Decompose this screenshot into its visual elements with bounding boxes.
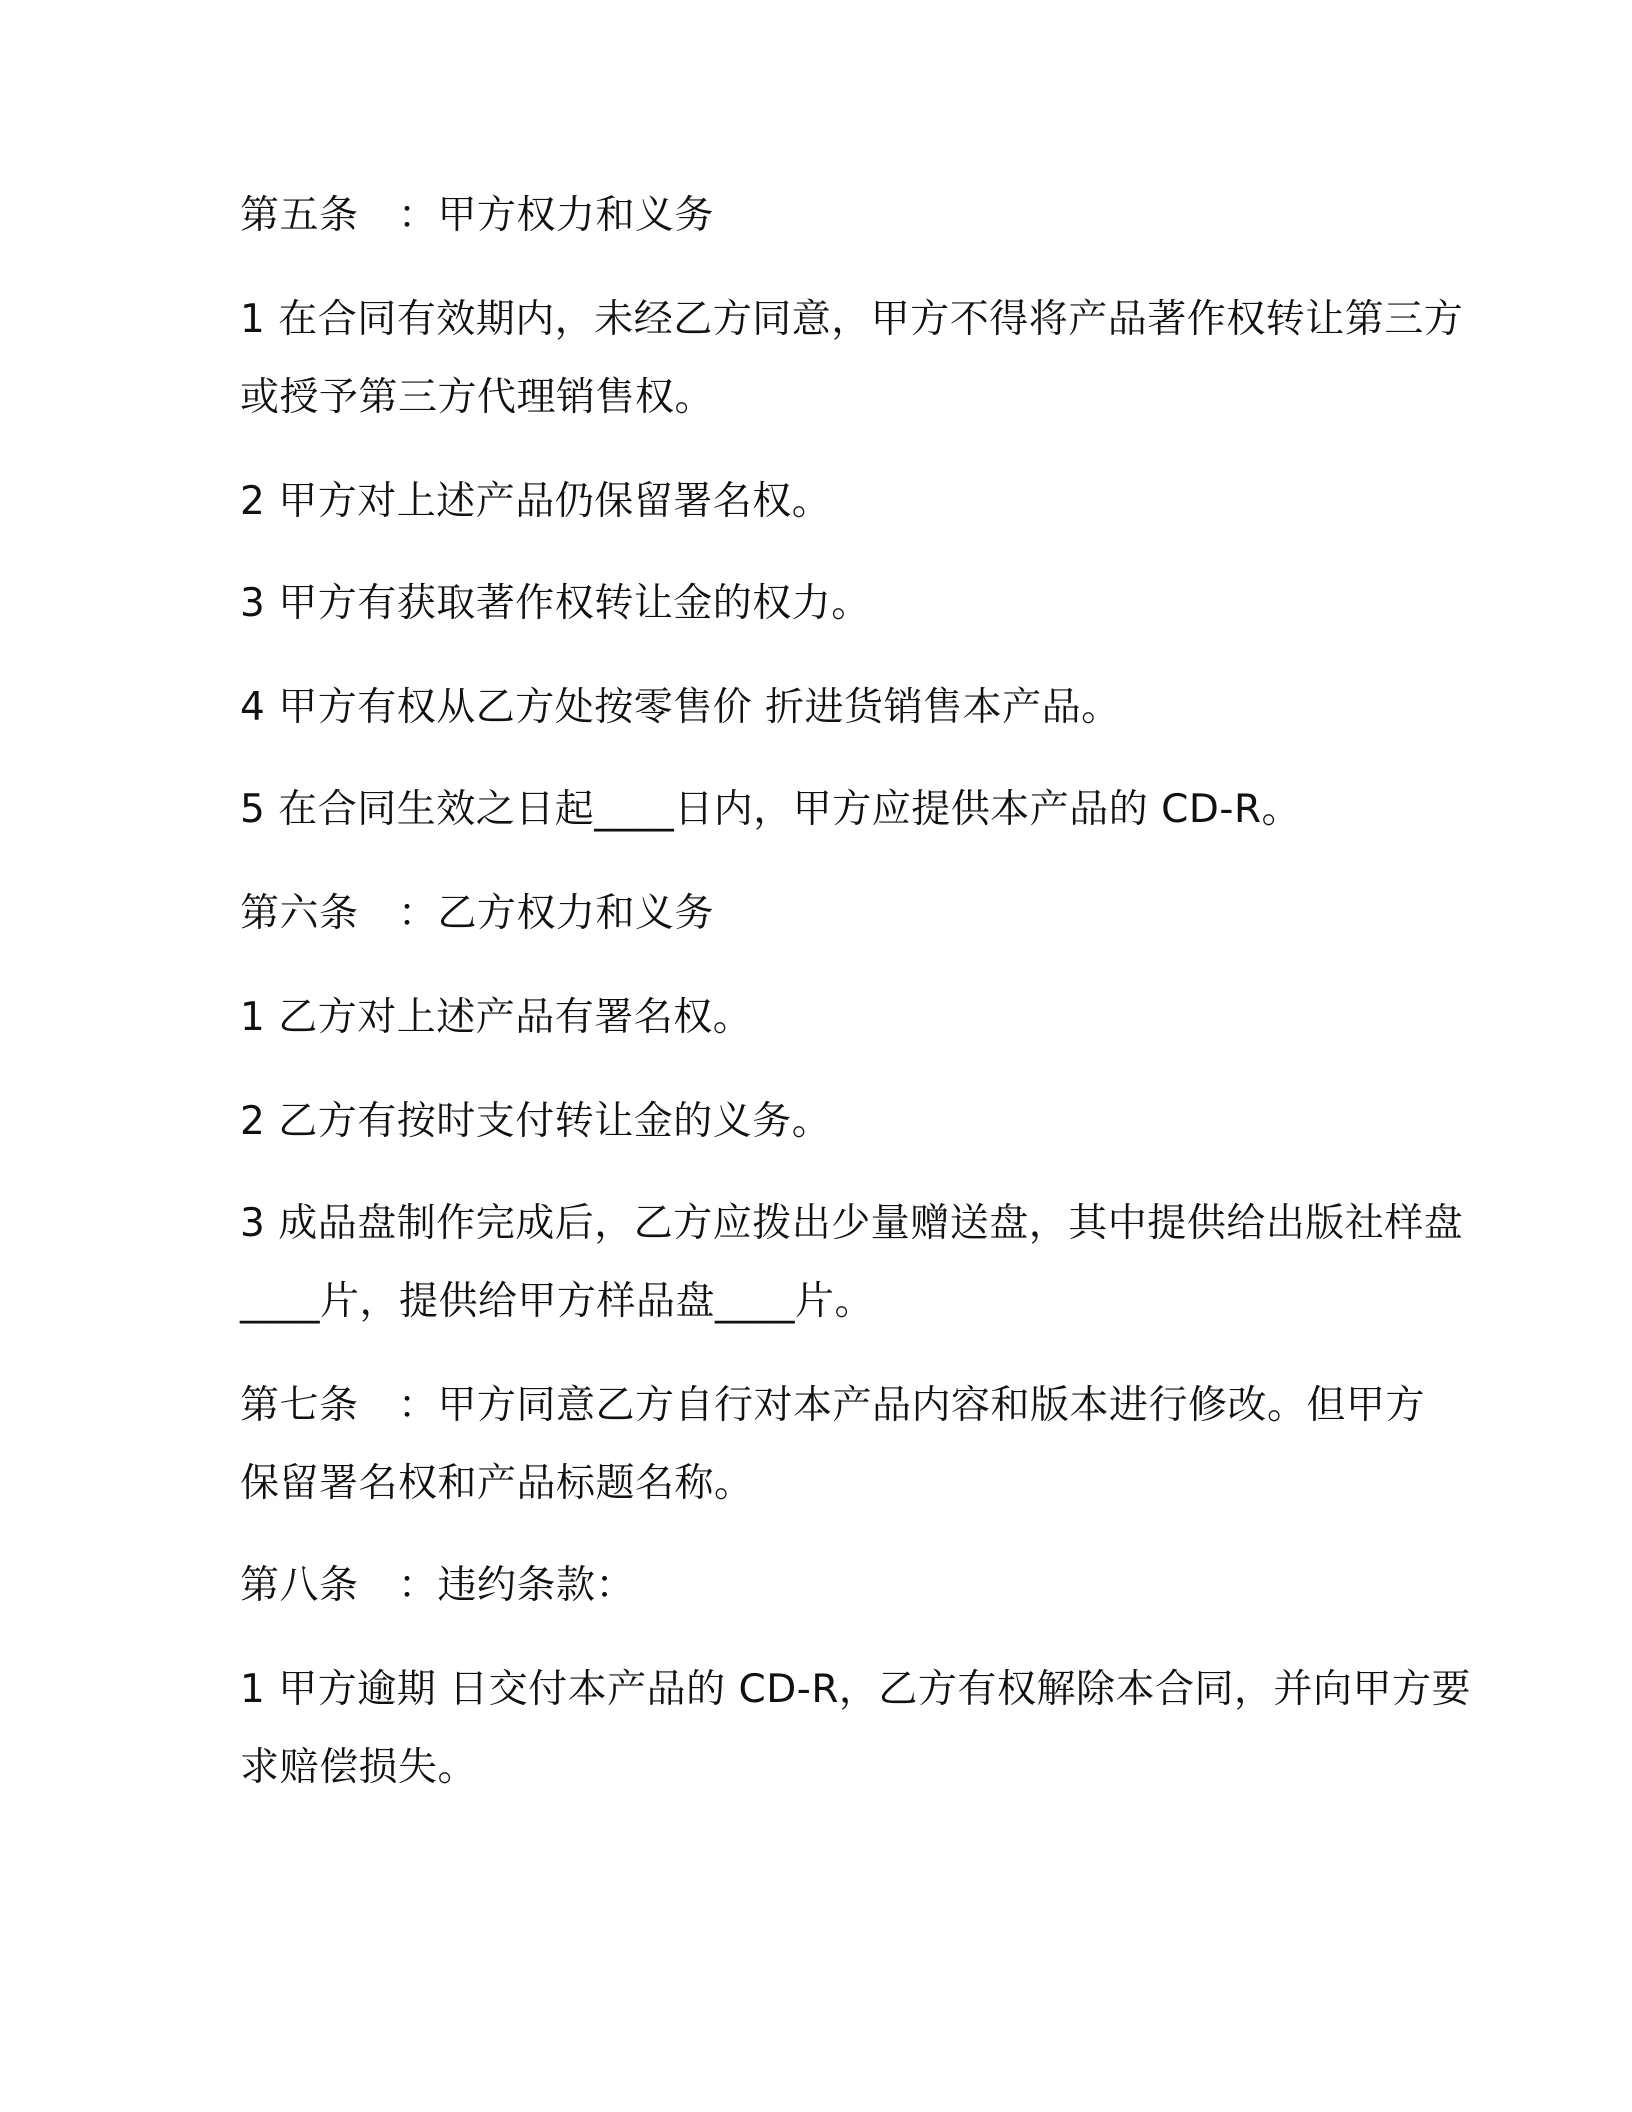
article-8-clause-1-cont: 求赔偿损失。 [240,1745,478,1790]
article-6-clause-3: 3 成品盘制作完成后，乙方应拨出少量赠送盘，其中提供给出版社样盘 [240,1201,1464,1246]
article-5-clause-5: 5 在合同生效之日起____日内，甲方应提供本产品的 CD-R。 [240,787,1302,832]
article-8-heading: 第八条 ：违约条款： [240,1563,636,1608]
article-6-clause-3-cont: ____片，提供给甲方样品盘____片。 [240,1279,875,1324]
article-5-heading: 第五条 ：甲方权力和义务 [240,193,715,238]
article-5-clause-2: 2 甲方对上述产品仍保留署名权。 [240,479,832,524]
article-6-clause-1: 1 乙方对上述产品有署名权。 [240,995,753,1040]
article-6-heading: 第六条 ：乙方权力和义务 [240,891,715,936]
article-5-clause-1: 1 在合同有效期内，未经乙方同意，甲方不得将产品著作权转让第三方 [240,297,1464,342]
article-5-clause-4: 4 甲方有权从乙方处按零售价 折进货销售本产品。 [240,685,1121,730]
article-7-cont: 保留署名权和产品标题名称。 [240,1461,754,1506]
article-6-clause-2: 2 乙方有按时支付转让金的义务。 [240,1099,832,1144]
article-7: 第七条 ：甲方同意乙方自行对本产品内容和版本进行修改。但甲方 [240,1383,1426,1428]
article-5-clause-3: 3 甲方有获取著作权转让金的权力。 [240,581,871,626]
article-5-clause-1-cont: 或授予第三方代理销售权。 [240,375,715,420]
article-8-clause-1: 1 甲方逾期 日交付本产品的 CD-R，乙方有权解除本合同，并向甲方要 [240,1667,1471,1712]
